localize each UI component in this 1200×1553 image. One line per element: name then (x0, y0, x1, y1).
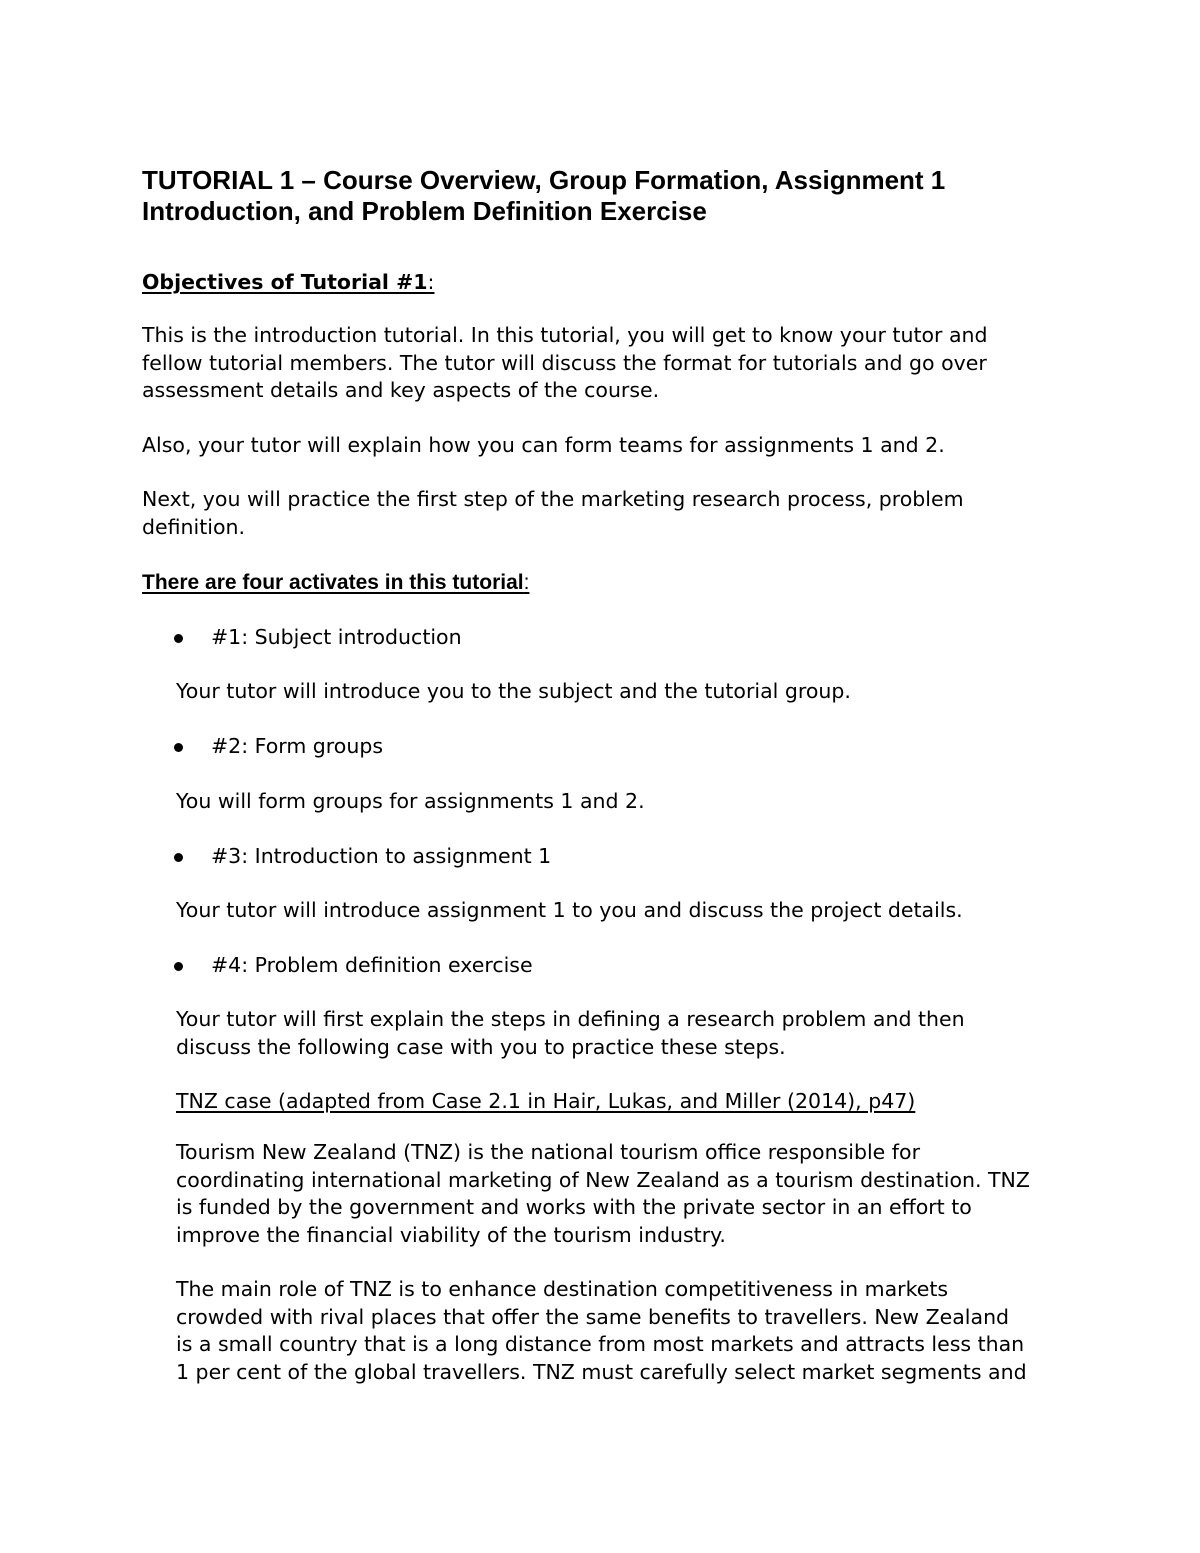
case-heading: TNZ case (adapted from Case 2.1 in Hair, Lukas, and Miller (2014), p47) (176, 1089, 916, 1113)
document-title (142, 165, 1102, 227)
case-paragraph-2-line-3: is a small country that is a long distance from most markets and attracts less than (176, 1332, 1025, 1356)
title-line-2: Introduction, and Problem Definition Exercise (142, 196, 707, 226)
teams-paragraph: Also, your tutor will explain how you can form teams for assignments 1 and 2. (142, 433, 945, 457)
case-paragraph-1-line-4: improve the financial viability of the tourism industry. (176, 1222, 726, 1247)
activity-2-label: #2: Form groups (211, 734, 384, 758)
bullet-icon (174, 853, 183, 862)
activity-4-description-line-1: Your tutor will first explain the steps in defining a research problem and then (176, 1007, 965, 1031)
intro-line-2: fellow tutorial members. The tutor will discuss the format for tutorials and go over (142, 350, 987, 375)
next-line-2: definition. (142, 514, 246, 539)
activity-2-description: You will form groups for assignments 1 and 2. (176, 789, 645, 813)
activities-colon: : (523, 571, 530, 594)
title-line-1: TUTORIAL 1 – Course Overview, Group Formation, Assignment 1 (142, 165, 946, 195)
bullet-icon (174, 634, 183, 643)
activity-1-description: Your tutor will introduce you to the subject and the tutorial group. (176, 679, 851, 703)
case-paragraph-2-line-2: crowded with rival places that offer the same benefits to travellers. New Zealand (176, 1304, 1010, 1329)
next-line-1: Next, you will practice the first step of the marketing research process, problem (142, 487, 964, 511)
bullet-icon (174, 962, 183, 971)
activity-4-description-line-2: discuss the following case with you to practice these steps. (176, 1034, 786, 1059)
activity-3-description: Your tutor will introduce assignment 1 to you and discuss the project details. (176, 898, 963, 922)
objectives-heading: Objectives of Tutorial #1 (142, 270, 428, 294)
case-paragraph-1-line-3: is funded by the government and works with the private sector in an effort to (176, 1195, 972, 1219)
intro-line-3: assessment details and key aspects of the course. (142, 378, 660, 402)
bullet-icon (174, 743, 183, 752)
objectives-colon: : (427, 270, 435, 294)
intro-line-1: This is the introduction tutorial. In this tutorial, you will get to know your tutor and (142, 323, 988, 347)
activity-3-label: #3: Introduction to assignment 1 (211, 844, 552, 868)
case-paragraph-2-line-1: The main role of TNZ is to enhance destination competitiveness in markets (176, 1277, 949, 1301)
activity-4-label: #4: Problem definition exercise (211, 953, 533, 977)
case-paragraph-2-line-4: 1 per cent of the global travellers. TNZ must carefully select market segments and (176, 1359, 1027, 1384)
activities-heading-line (142, 569, 529, 597)
case-paragraph-1-line-2: coordinating international marketing of New Zealand as a tourism destination. TNZ (176, 1167, 1030, 1192)
activities-heading: There are four activates in this tutorial (142, 571, 524, 594)
case-paragraph-1-line-1: Tourism New Zealand (TNZ) is the national tourism office responsible for (176, 1140, 920, 1164)
objectives-heading-line (142, 269, 434, 297)
activity-1-label: #1: Subject introduction (211, 625, 462, 649)
